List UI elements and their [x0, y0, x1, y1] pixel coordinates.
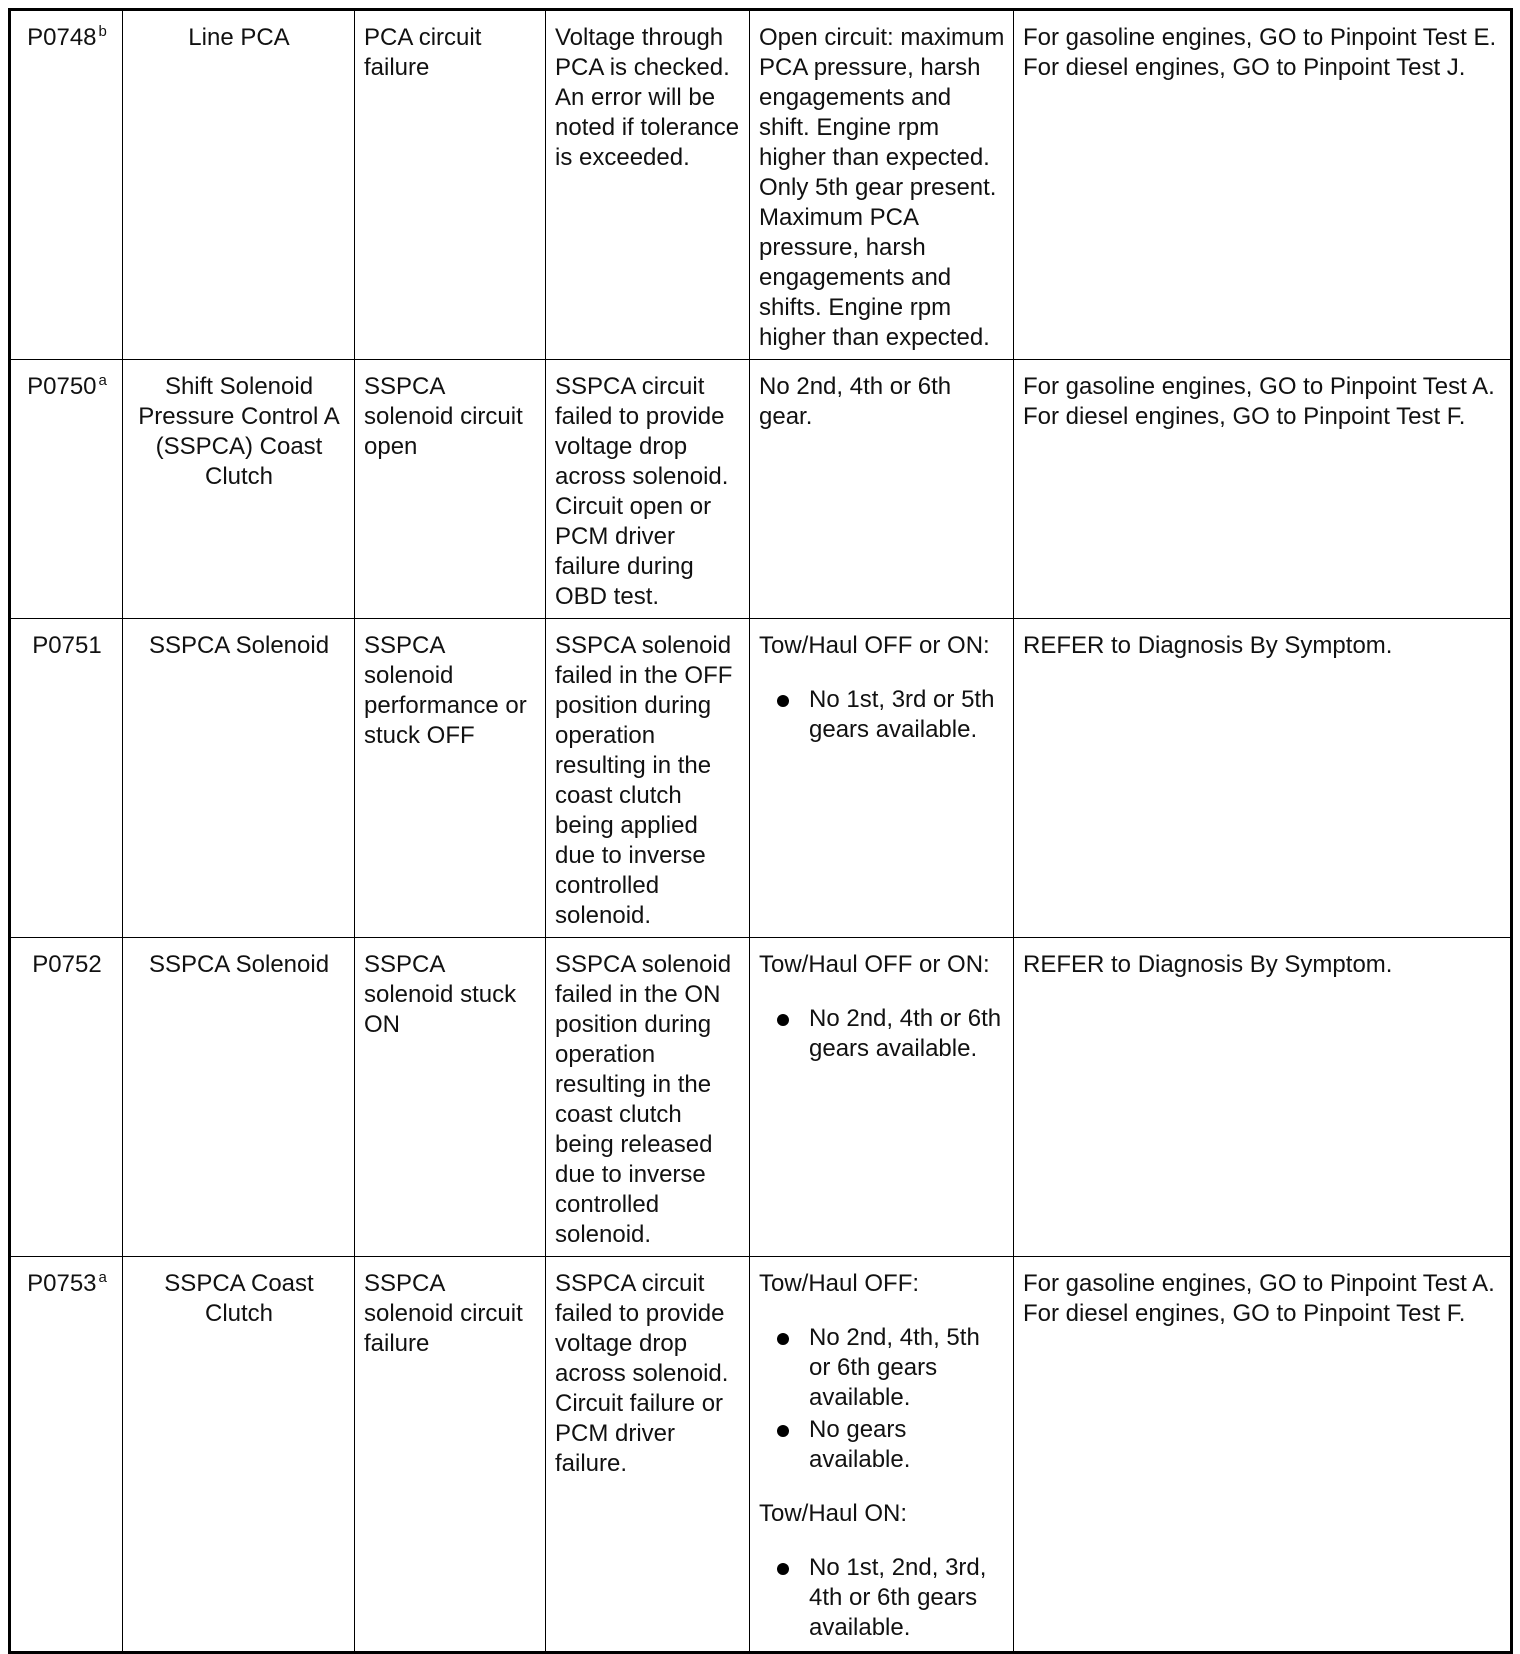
symptom-heading: Tow/Haul OFF or ON: [759, 951, 990, 978]
dtc-code-cell [10, 10, 123, 360]
dtc-name: SSPCA Solenoid [123, 938, 355, 1257]
table-row [10, 360, 1512, 619]
description-cell: SSPCA circuit failed to provide voltage drop across solenoid. Circuit failure or PCM driver failure. [546, 1257, 750, 1653]
footnote-marker: a [98, 1269, 107, 1286]
symptom-list [759, 1004, 1005, 1064]
symptom-heading: Tow/Haul OFF: [759, 1270, 920, 1297]
list-item: No 2nd, 4th, 5th or 6th gears available. [759, 1323, 1005, 1413]
action-cell: REFER to Diagnosis By Symptom. [1014, 938, 1512, 1257]
dtc-name: Shift Solenoid Pressure Control A (SSPCA) Coast Clutch [123, 360, 355, 619]
footnote-marker: a [98, 372, 107, 389]
table-row [10, 619, 1512, 938]
dtc-code: P0750 [27, 373, 97, 400]
dtc-code-cell [10, 360, 123, 619]
dtc-code: P0753 [27, 1270, 97, 1297]
list-item: No 1st, 3rd or 5th gears available. [759, 685, 1005, 745]
action-cell: For gasoline engines, GO to Pinpoint Test A. For diesel engines, GO to Pinpoint Test F. [1014, 1257, 1512, 1653]
condition-cell: SSPCA solenoid performance or stuck OFF [355, 619, 546, 938]
dtc-code-cell [10, 938, 123, 1257]
symptom-list [759, 1553, 1005, 1643]
condition-cell: PCA circuit failure [355, 10, 546, 360]
description-cell: Voltage through PCA is checked. An error will be noted if tolerance is exceeded. [546, 10, 750, 360]
dtc-name: SSPCA Solenoid [123, 619, 355, 938]
table-row [10, 938, 1512, 1257]
symptom-list [759, 685, 1005, 745]
footnote-marker: b [98, 23, 107, 40]
condition-cell: SSPCA solenoid stuck ON [355, 938, 546, 1257]
action-cell: REFER to Diagnosis By Symptom. [1014, 619, 1512, 938]
action-cell: For gasoline engines, GO to Pinpoint Test A. For diesel engines, GO to Pinpoint Test F. [1014, 360, 1512, 619]
dtc-name: SSPCA Coast Clutch [123, 1257, 355, 1653]
dtc-code-cell [10, 619, 123, 938]
description-cell: SSPCA solenoid failed in the OFF position during operation resulting in the coast clutch being applied due to inverse controlled solenoid. [546, 619, 750, 938]
dtc-code: P0748 [27, 24, 97, 51]
action-cell: For gasoline engines, GO to Pinpoint Test E. For diesel engines, GO to Pinpoint Test J. [1014, 10, 1512, 360]
list-item: No 1st, 2nd, 3rd, 4th or 6th gears available. [759, 1553, 1005, 1643]
description-cell: SSPCA circuit failed to provide voltage drop across solenoid. Circuit open or PCM driver failure during OBD test. [546, 360, 750, 619]
list-item: No gears available. [759, 1415, 1005, 1475]
symptom-list [759, 1323, 1005, 1475]
symptom-cell [750, 1257, 1014, 1653]
condition-cell: SSPCA solenoid circuit failure [355, 1257, 546, 1653]
symptom-heading: Tow/Haul ON: [759, 1500, 908, 1527]
symptom-cell: No 2nd, 4th or 6th gear. [750, 360, 1014, 619]
table-row [10, 10, 1512, 360]
symptom-heading: Tow/Haul OFF or ON: [759, 632, 990, 659]
symptom-cell [750, 938, 1014, 1257]
description-cell: SSPCA solenoid failed in the ON position during operation resulting in the coast clutch being released due to inverse controlled solenoid. [546, 938, 750, 1257]
symptom-cell: Open circuit: maximum PCA pressure, harsh engagements and shift. Engine rpm higher than expected. Only 5th gear present. Maximum PCA pressure, harsh engagements and shifts. Engine rpm higher than expected. [750, 10, 1014, 360]
table-row [10, 1257, 1512, 1653]
dtc-code: P0752 [32, 951, 102, 978]
list-item: No 2nd, 4th or 6th gears available. [759, 1004, 1005, 1064]
condition-cell: SSPCA solenoid circuit open [355, 360, 546, 619]
dtc-table [8, 8, 1513, 1654]
dtc-code-cell [10, 1257, 123, 1653]
dtc-name: Line PCA [123, 10, 355, 360]
dtc-code: P0751 [32, 632, 102, 659]
symptom-cell [750, 619, 1014, 938]
